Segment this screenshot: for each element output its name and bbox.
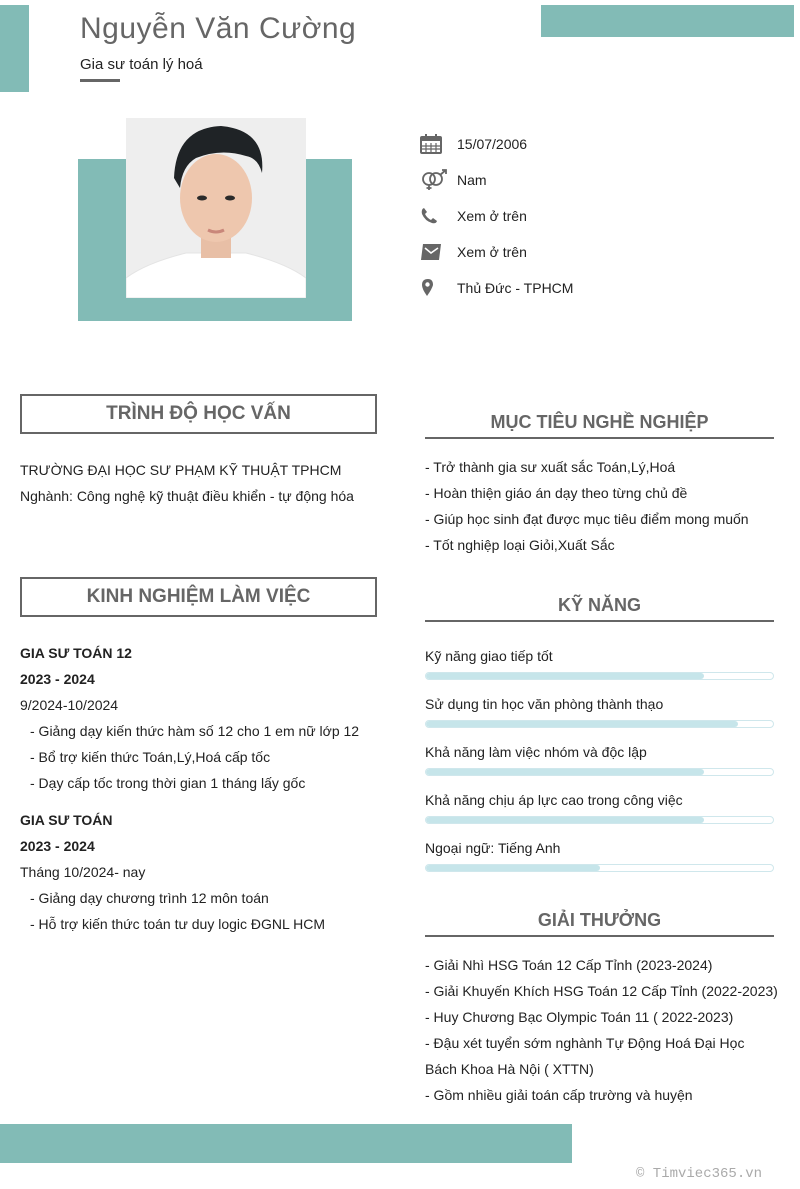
experience-job-1: [20, 640, 359, 796]
major: Nghành: Công nghệ kỹ thuật điều khiển - tự động hóa: [20, 488, 354, 504]
job-bullet: - Hỗ trợ kiến thức toán tư duy logic ĐGNL HCM: [30, 916, 326, 932]
job-period: 9/2024-10/2024: [20, 697, 119, 713]
experience-job-2: [20, 807, 325, 937]
objective-item: - Giúp học sinh đạt được mục tiêu điểm mong muốn: [425, 511, 749, 527]
skill-item: [425, 790, 774, 838]
skills-list: [425, 646, 774, 886]
award-item: - Huy Chương Bạc Olympic Toán 11 ( 2022-2023): [425, 1009, 734, 1025]
objective-heading: MỤC TIÊU NGHỀ NGHIỆP: [425, 412, 774, 439]
skill-label: Sử dụng tin học văn phòng thành thạo: [425, 696, 664, 712]
skill-bar: [425, 768, 774, 776]
job-title: GIA SƯ TOÁN: [20, 812, 113, 828]
candidate-name: Nguyễn Văn Cường: [80, 12, 357, 45]
contact-location: [420, 270, 573, 306]
job-years: 2023 - 2024: [20, 838, 95, 854]
skill-item: [425, 646, 774, 694]
skill-bar-fill: [426, 673, 704, 679]
award-item: - Giải Khuyến Khích HSG Toán 12 Cấp Tỉnh (2022-2023): [425, 983, 778, 999]
skill-label: Khả năng làm việc nhóm và độc lập: [425, 744, 647, 760]
decorative-bottom-bar: [0, 1124, 572, 1163]
gender-icon: [420, 168, 457, 192]
job-bullet: - Giảng dạy kiến thức hàm số 12 cho 1 em nữ lớp 12: [30, 723, 360, 739]
job-bullet: - Dạy cấp tốc trong thời gian 1 tháng lấy gốc: [30, 775, 306, 791]
skill-bar-fill: [426, 865, 600, 871]
phone-icon: [420, 204, 457, 228]
contact-info: [420, 126, 573, 306]
skill-bar-fill: [426, 769, 704, 775]
skill-item: [425, 742, 774, 790]
job-period: Tháng 10/2024- nay: [20, 864, 146, 880]
contact-birthdate: [420, 126, 573, 162]
experience-heading: KINH NGHIỆM LÀM VIỆC: [20, 577, 377, 617]
watermark: © Timviec365.vn: [636, 1166, 763, 1182]
location-text: Thủ Đức - TPHCM: [457, 280, 574, 296]
objective-item: - Hoàn thiện giáo án dạy theo từng chủ đề: [425, 485, 688, 501]
avatar: [126, 118, 306, 298]
objective-item: - Tốt nghiệp loại Giỏi,Xuất Sắc: [425, 537, 615, 553]
skill-item: [425, 838, 774, 886]
award-item: - Đậu xét tuyển sớm nghành Tự Động Hoá Đại Học Bách Khoa Hà Nội ( XTTN): [425, 1035, 745, 1077]
skill-bar-fill: [426, 721, 738, 727]
skill-bar-fill: [426, 817, 704, 823]
objective-list: [425, 454, 749, 558]
email-icon: [420, 240, 457, 264]
contact-phone: [420, 198, 573, 234]
birthdate-text: 15/07/2006: [457, 136, 528, 152]
school-name: TRƯỜNG ĐẠI HỌC SƯ PHẠM KỸ THUẬT TPHCM: [20, 462, 342, 478]
award-item: - Giải Nhì HSG Toán 12 Cấp Tỉnh (2023-2024): [425, 957, 713, 973]
skill-label: Ngoại ngữ: Tiếng Anh: [425, 840, 561, 856]
skill-label: Khả năng chịu áp lực cao trong công việc: [425, 792, 683, 808]
awards-heading: GIẢI THƯỞNG: [425, 910, 774, 937]
skill-label: Kỹ năng giao tiếp tốt: [425, 648, 553, 664]
objective-item: - Trở thành gia sư xuất sắc Toán,Lý,Hoá: [425, 459, 676, 475]
award-item: - Gồm nhiều giải toán cấp trường và huyện: [425, 1087, 693, 1103]
title-underline: [80, 79, 120, 82]
job-title: GIA SƯ TOÁN 12: [20, 645, 132, 661]
skill-bar: [425, 864, 774, 872]
gender-text: Nam: [457, 172, 487, 188]
job-bullet: - Bổ trợ kiến thức Toán,Lý,Hoá cấp tốc: [30, 749, 271, 765]
contact-email: [420, 234, 573, 270]
phone-text: Xem ở trên: [457, 208, 527, 224]
awards-list: [425, 952, 780, 1108]
decorative-left-bar: [0, 5, 29, 92]
education-section: [20, 457, 354, 509]
location-icon: [420, 276, 457, 300]
decorative-top-right-bar: [541, 5, 794, 37]
job-bullet: - Giảng dạy chương trình 12 môn toán: [30, 890, 269, 906]
skill-bar: [425, 720, 774, 728]
skill-bar: [425, 672, 774, 680]
job-title: Gia sư toán lý hoá: [80, 56, 203, 73]
skills-heading: KỸ NĂNG: [425, 595, 774, 622]
job-years: 2023 - 2024: [20, 671, 95, 687]
contact-gender: [420, 162, 573, 198]
skill-item: [425, 694, 774, 742]
education-heading: TRÌNH ĐỘ HỌC VẤN: [20, 394, 377, 434]
calendar-icon: [420, 132, 457, 156]
skill-bar: [425, 816, 774, 824]
portrait-image: [126, 118, 306, 298]
email-text: Xem ở trên: [457, 244, 527, 260]
